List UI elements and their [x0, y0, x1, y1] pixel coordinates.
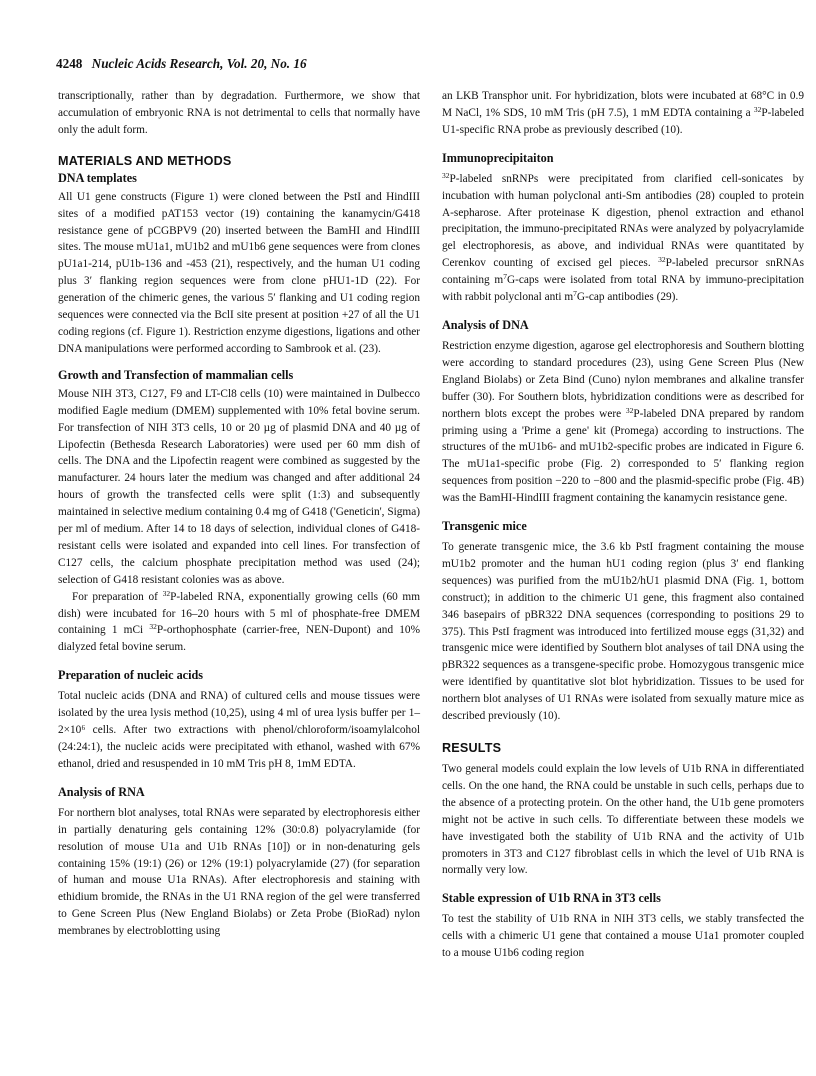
transgenic-mice-heading: Transgenic mice [442, 519, 527, 534]
dna-templates-heading: DNA templates [58, 170, 137, 185]
journal-citation: Nucleic Acids Research, Vol. 20, No. 16 [91, 56, 307, 71]
right-column [442, 88, 804, 962]
transgenic-mice-paragraph: To generate transgenic mice, the 3.6 kb PstI fragment containing the mouse mU1b2 promoter and the human hU1 coding region (plus 3′ end flanking sequences) was purified from the mU1b2/hU1 plasmid DNA (Fig. 1, bottom construct); in addition to the chimeric U1 gene, this fragment also contained 346 basepairs of pBR322 DNA sequences (corresponding to positions 29 to 375). This PstI fragment was introduced into fertilized mouse eggs (31,32) and transgenic mice were identified by Southern blot analyses of tail DNA using the pBR322 sequences as a transgene-specific probe. Homozygous transgenic mice were identified by quantitative slot blot hybridization. Tissues to be used for northern blot analyses of U1 RNAs were isolated from sexually mature mice as described previously (10). [442, 541, 804, 723]
growth-paragraph-2: For preparation of $^{32}$P-labeled RNA, exponentially growing cells (60 mm dish) were incubated for 16–20 hours with 5 ml of phosphate-free DMEM containing 1 mCi $^{32}$P-orthophosphate (carrier-free, NEN-Dupont) and 10% dialyzed fetal bovine serum. [58, 588, 420, 654]
results-paragraph: Two general models could explain the low levels of U1b RNA in differentiated cells. On the one hand, the RNA could be unstable in such cells, perhaps due to the absence of a protecting protein. On the other hand, the U1b gene promoters might not be active in such cells. To differentiate between these models we have investigated both the stability of U1b RNA and the activity of U1b promoters in 3T3 and C127 fibroblast cells in which the level of U1b RNA is normally very low. [442, 763, 804, 877]
materials-methods-heading: MATERIALS AND METHODS [58, 153, 232, 168]
running-head [56, 56, 307, 72]
stable-expression-heading: Stable expression of U1b RNA in 3T3 cells [442, 891, 661, 906]
stable-expression-paragraph: To test the stability of U1b RNA in NIH 3T3 cells, we stably transfected the cells with a chimeric U1 gene that contained a mouse U1a1 promoter coupled to a mouse U1b6 coding region [442, 913, 804, 960]
rna-analysis-paragraph: For northern blot analyses, total RNAs were separated by electrophoresis either in partially denaturing gels containing 12% (30:0.8) polyacrylamide (for resolution of mouse U1a and U1b RNAs [10]) or in non-denaturing gels containing 15% (19:1) (26) or 12% (19:1) polyacrylamide (27) (for separation of human and mouse U1a RNAs). After electrophoresis and staining with ethidium bromide, the RNAs in the U1 RNA region of the gel were transferred to Gene Screen Plus (New England Biolabs) or Zeta Probe (BioRad) nylon membranes by electroblotting using [58, 806, 420, 938]
left-column [58, 88, 420, 940]
dna-templates-paragraph: All U1 gene constructs (Figure 1) were cloned between the PstI and HindIII sites of a modified pAT153 vector (19) containing the kanamycin/G418 resistance gene of pCGBPV9 (20) inserted between the BamHI and HindIII sites. The mouse mU1a1, mU1b2 and mU1b6 gene sequences were from clones pU1a1-214, pU1b-136 and -453 (21), respectively, and the human U1 coding plus 3′ flanking region sequences were from clone pHU1-1D (22). For generation of the chimeric genes, the various 5′ flanking and U1 coding region sequences were connected via the BclI site present at position +27 of all the U1 coding regions (cf. Figure 1). Restriction enzyme digestions, ligations and other DNA manipulations were performed according to Sambrook et al. (23). [58, 190, 420, 355]
immunoprecipitation-heading: Immunoprecipitaiton [442, 150, 554, 165]
results-heading: RESULTS [442, 741, 502, 755]
page-number: 4248 [56, 56, 83, 71]
nucleic-acids-heading: Preparation of nucleic acids [58, 668, 203, 683]
growth-transfection-heading: Growth and Transfection of mammalian cells [58, 367, 294, 382]
intro-paragraph: transcriptionally, rather than by degradation. Furthermore, we show that accumulation of embryonic RNA is not detrimental to cells that normally have only the adult form. [58, 90, 420, 136]
growth-paragraph-1: Mouse NIH 3T3, C127, F9 and LT-Cl8 cells (10) were maintained in Dulbecco modified Eagle medium (DMEM) supplemented with 10% fetal bovine serum. For transfection of NIH 3T3 cells, 10 or 20 µg of plasmid DNA and 40 µg of Lipofectin (Bethesda Research Laboratories) were used per 60 mm dish of cells. The DNA and the Lipofectin reagent were combined as suggested by the manufacturer. 24 hours later the medium was changed and after additional 24 hours of growth the transfected cells were split (1:3) and subsequently maintained in selective medium containing 0.4 mg of G418 ('Geneticin', Sigma) per ml of medium. After 14 to 18 days of selection, individual clones of G418-resistant cells were isolated and expanded into cell lines. For transfection of C127 cells, the calcium phosphate precipitation method was used (24); selection of G418 resistant colonies was as above. [58, 387, 420, 586]
rna-analysis-continued: an LKB Transphor unit. For hybridization, blots were incubated at 68°C in 0.9 M NaCl, 1% SDS, 10 mM Tris (pH 7.5), 1 mM EDTA containing a $^{32}$P-labeled U1-specific RNA probe as previously described (10). [442, 90, 804, 136]
immunoprecipitation-paragraph: $^{32}$P-labeled snRNPs were precipitated from clarified cell-sonicates by incubation with human polyclonal anti-Sm antibodies (28) coupled to protein A-sepharose. After proteinase K digestion, phenol extraction and ethanol precipitation, the immuno-precipitated RNAs were analyzed by polyacrylamide gel electrophoresis, as above, and individual RNAs were quantitated by Cerenkov counting of excised gel pieces. $^{32}$P-labeled precursor snRNAs containing $m^7G$-caps were isolated from total RNA by immuno-precipitation with rabbit polyclonal anti $m^7G$-cap antibodies (29). [442, 170, 804, 304]
dna-analysis-paragraph: Restriction enzyme digestion, agarose gel electrophoresis and Southern blotting were according to standard procedures (23), using Gene Screen Plus (New England Biolabs) or Zeta Bind (Cuno) nylon membranes and alkaline transfer buffer (30). For Southern blots, hybridization conditions were as described for northern blots except the probes were $^{32}$P-labeled DNA prepared by random priming using a 'Prime a gene' kit (Promega) according to instructions. The structures of the mU1b6- and mU1b2-specific probes are indicated in Figure 6. The mU1a1-specific probe (Fig. 2) corresponded to 5′ flanking region sequences from position −220 to −800 and the plasmid-specific probe (Fig. 4B) was the BamHI-HindIII fragment containing the kanamycin resistance gene. [442, 339, 804, 505]
dna-analysis-heading: Analysis of DNA [442, 317, 529, 332]
nucleic-acids-paragraph: Total nucleic acids (DNA and RNA) of cultured cells and mouse tissues were isolated by the urea lysis method (10,25), using 4 ml of urea lysis buffer per 1–2×10⁶ cells. After two extractions with phenol/chloroform/isoamylalcohol (24:24:1), the nucleic acids were precipitated with ethanol, washed with 67% ethanol, dried and resuspended in 10 mM Tris pH 8, 1mM EDTA. [58, 690, 420, 770]
rna-analysis-heading: Analysis of RNA [58, 784, 145, 799]
